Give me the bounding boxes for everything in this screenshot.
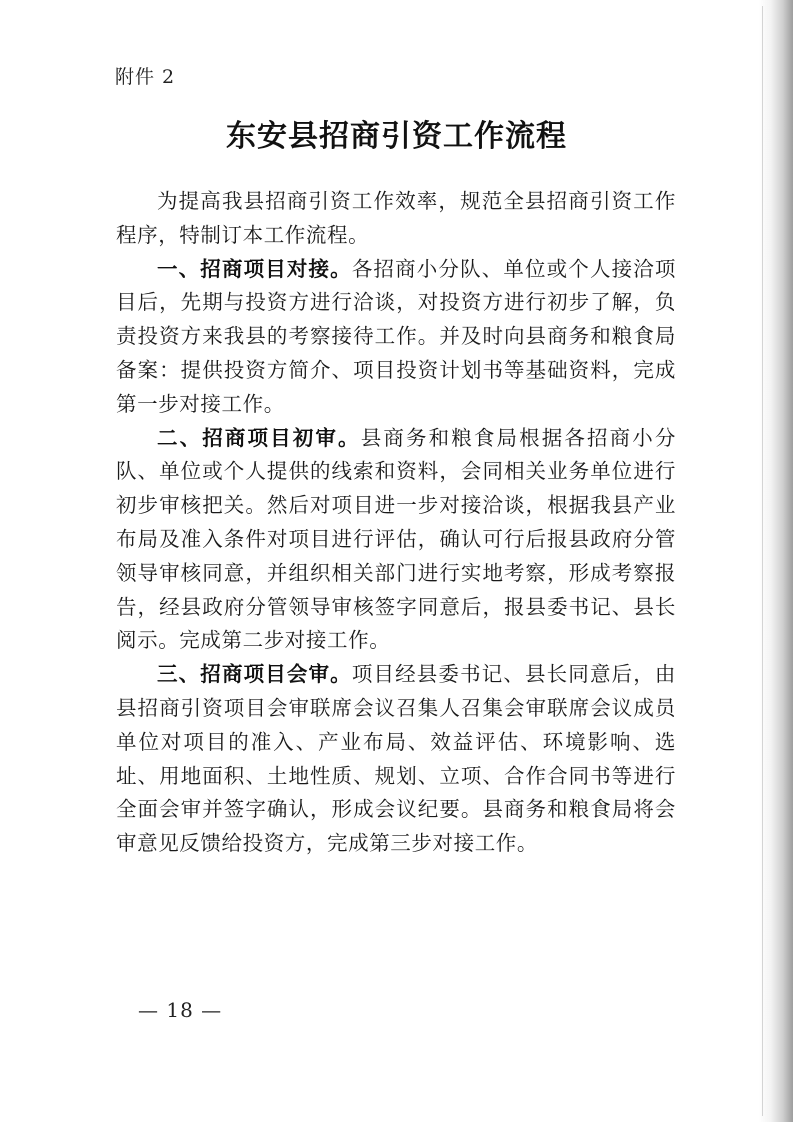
paragraph-text: 项目经县委书记、县长同意后，由县招商引资项目会审联席会议召集人召集会审联席会议成员单位对项目的准入、产业布局、效益评估、环境影响、选址、用地面积、土地性质、规划、立项、合作合同书等进行全面会审并签字确认，形成会议纪要。县商务和粮食局将会审意见反馈给投资方，完成第三步对接工作。 [116, 662, 676, 856]
paragraph-intro [116, 185, 676, 253]
paragraph-text: 县商务和粮食局根据各招商小分队、单位或个人提供的线索和资料，会同相关业务单位进行初步审核把关。然后对项目进一步对接洽谈，根据我县产业布局及准入条件对项目进行评估，确认可行后报县政府分管领导审核同意，并组织相关部门进行实地考察，形成考察报告，经县政府分管领导审核签字同意后，报县委书记、县长阅示。完成第二步对接工作。 [116, 425, 676, 653]
document-title: 东安县招商引资工作流程 [226, 119, 567, 154]
document-body [116, 185, 676, 861]
paragraph-heading: 一、招商项目对接。 [157, 256, 352, 281]
page-number: — 18 — [138, 998, 223, 1022]
paragraph-heading: 三、招商项目会审。 [157, 662, 352, 687]
binding-edge-shadow [759, 0, 793, 1122]
attachment-label: 附件 2 [115, 66, 176, 88]
paragraph-step-three [116, 658, 676, 861]
paragraph-text: 各招商小分队、单位或个人接洽项目后，先期与投资方进行洽谈，对投资方进行初步了解，负责投资方来我县的考察接待工作。并及时向县商务和粮食局备案：提供投资方简介、项目投资计划书等基础资料，完成第一步对接工作。 [116, 256, 676, 416]
paragraph-text: 为提高我县招商引资工作效率，规范全县招商引资工作程序，特制订本工作流程。 [116, 189, 676, 247]
binding-edge-line [762, 6, 763, 1116]
paragraph-heading: 二、招商项目初审。 [157, 425, 361, 450]
paragraph-step-one [116, 253, 676, 422]
paragraph-step-two [116, 422, 676, 659]
